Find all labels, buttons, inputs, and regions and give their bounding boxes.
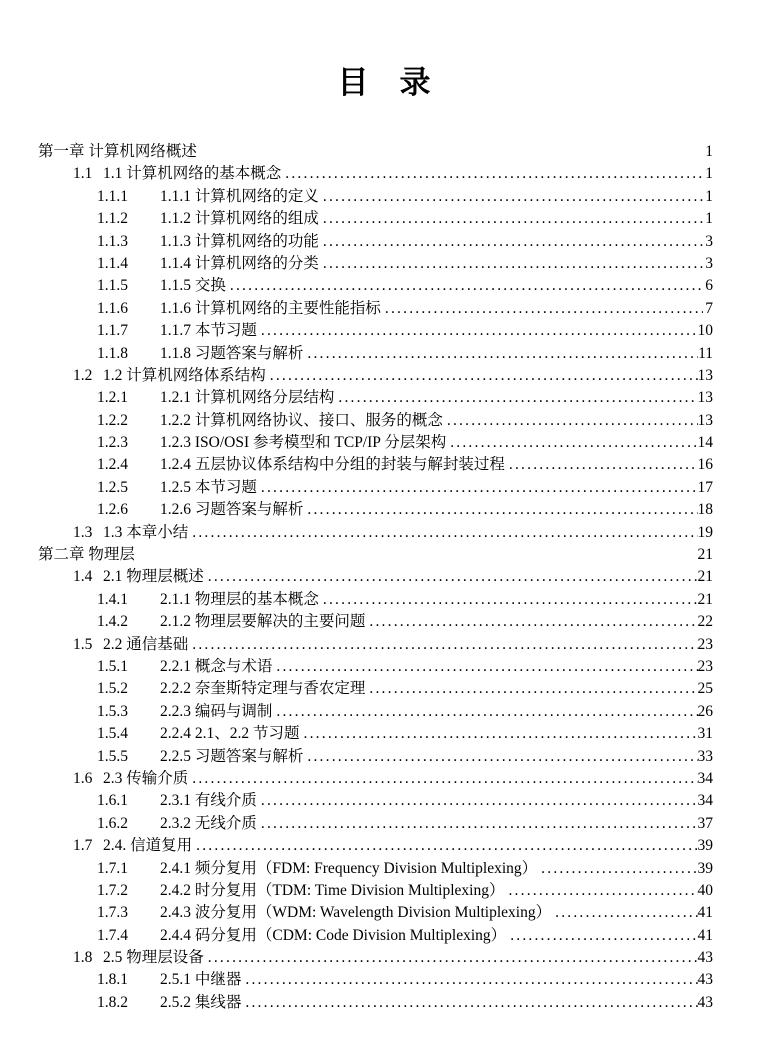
toc-entry xyxy=(0,746,713,768)
toc-entry-number: 1.1.7 xyxy=(97,322,128,340)
toc-entry-number: 1.5.1 xyxy=(97,657,128,675)
toc-entry-number: 1.5.5 xyxy=(97,747,128,765)
dot-leader xyxy=(257,813,698,835)
page-title: 目 录 xyxy=(337,65,431,100)
toc-entry-title: 2.1.2 物理层要解决的主要问题 xyxy=(160,613,366,631)
toc-entry xyxy=(0,522,713,544)
toc-entry xyxy=(0,992,713,1014)
toc-entry-title: 2.2.3 编码与调制 xyxy=(160,702,273,720)
toc-entry-page: 31 xyxy=(697,725,713,743)
toc-entry-title: 1.1.6 计算机网络的主要性能指标 xyxy=(160,299,381,317)
toc-entry xyxy=(0,275,713,297)
toc-entry-page: 6 xyxy=(705,277,713,295)
toc-entry xyxy=(0,925,713,947)
toc-entry-page: 1 xyxy=(705,143,713,160)
toc-entry-title: 1.1.7 本节习题 xyxy=(160,322,257,340)
toc-entry-number: 1.4.2 xyxy=(97,613,128,631)
toc-entry-page: 34 xyxy=(697,769,713,787)
dot-leader xyxy=(505,454,698,476)
dot-leader xyxy=(204,566,698,588)
toc-entry-page: 22 xyxy=(697,613,713,631)
dot-leader xyxy=(266,365,698,387)
toc-entry-title: 2.4.1 频分复用（FDM: Frequency Division Multiplexing） xyxy=(160,859,538,877)
toc-entry-number: 1.1.8 xyxy=(97,344,128,362)
dot-leader xyxy=(204,947,698,969)
toc-entry-title: 2.4.4 码分复用（CDM: Code Division Multiplexing） xyxy=(160,926,507,944)
toc-entry-number: 1.6.1 xyxy=(97,792,128,810)
toc-entry-title: 1.2.1 计算机网络分层结构 xyxy=(160,389,335,407)
toc-entry xyxy=(0,253,713,275)
toc-entry xyxy=(0,723,713,745)
dot-leader xyxy=(226,275,703,297)
toc-entry-title: 第一章 计算机网络概述 xyxy=(38,143,197,160)
dot-leader xyxy=(303,746,697,768)
toc-entry-title: 2.1 物理层概述 xyxy=(103,568,204,586)
dot-leader xyxy=(303,499,697,521)
toc-entry-page: 21 xyxy=(697,568,713,586)
toc-entry xyxy=(0,701,713,723)
toc-entry-title: 1.2.2 计算机网络协议、接口、服务的概念 xyxy=(160,411,443,429)
dot-leader xyxy=(319,589,698,611)
toc-entry-number: 1.8.1 xyxy=(97,971,128,989)
toc-entry-page: 43 xyxy=(697,993,713,1011)
toc-entry-title: 2.3.1 有线介质 xyxy=(160,792,257,810)
toc-entry-title: 2.2.5 习题答案与解析 xyxy=(160,747,304,765)
toc-entry xyxy=(0,589,713,611)
toc-entry-page: 10 xyxy=(697,322,713,340)
toc-entry-page: 13 xyxy=(697,411,713,429)
dot-leader xyxy=(504,880,697,902)
toc-entry-page: 3 xyxy=(705,232,713,250)
dot-leader xyxy=(241,992,697,1014)
toc-entry-number: 1.2.4 xyxy=(97,456,128,474)
toc-entry-number: 1.6.2 xyxy=(97,814,128,832)
toc-entry-number: 1.2.5 xyxy=(97,478,128,496)
dot-leader xyxy=(319,186,703,208)
toc-entry-title: 1.3 本章小结 xyxy=(103,523,189,541)
toc-entry-number: 1.5.4 xyxy=(97,725,128,743)
toc-entry-page: 23 xyxy=(697,657,713,675)
dot-leader xyxy=(381,298,703,320)
toc-entry-number: 1.7.4 xyxy=(97,926,128,944)
toc-entry-page: 34 xyxy=(697,792,713,810)
toc-entry xyxy=(0,454,713,476)
dot-leader xyxy=(537,858,697,880)
toc-entry xyxy=(0,432,713,454)
toc-entry-page: 43 xyxy=(697,949,713,967)
dot-leader xyxy=(281,163,703,185)
toc-entry xyxy=(0,298,713,320)
toc-entry-number: 1.8.2 xyxy=(97,993,128,1011)
toc-entry-title: 2.2 通信基础 xyxy=(103,635,189,653)
toc-entry-title: 1.1 计算机网络的基本概念 xyxy=(103,165,282,183)
toc-entry xyxy=(0,656,713,678)
toc-entry-page: 18 xyxy=(697,501,713,519)
toc-entry-page: 7 xyxy=(705,299,713,317)
toc-entry xyxy=(0,768,713,790)
toc-entry-title: 2.2.2 奈奎斯特定理与香农定理 xyxy=(160,680,366,698)
toc-entry xyxy=(0,231,713,253)
toc-entry-title: 1.1.2 计算机网络的组成 xyxy=(160,210,319,228)
toc-entry-title: 2.2.1 概念与术语 xyxy=(160,657,273,675)
toc-entry-title: 1.2.4 五层协议体系结构中分组的封装与解封装过程 xyxy=(160,456,505,474)
dot-leader xyxy=(188,522,697,544)
dot-leader xyxy=(192,835,697,857)
toc-entry xyxy=(0,813,713,835)
toc-entry xyxy=(0,141,713,163)
toc-entry-page: 41 xyxy=(697,904,713,922)
toc-entry-title: 1.2 计算机网络体系结构 xyxy=(103,366,266,384)
dot-leader xyxy=(188,768,697,790)
dot-leader xyxy=(319,253,703,275)
toc-entry xyxy=(0,387,713,409)
dot-leader xyxy=(319,208,703,230)
toc-entry-page: 33 xyxy=(697,747,713,765)
dot-leader xyxy=(551,902,697,924)
toc-entry-title: 2.1.1 物理层的基本概念 xyxy=(160,590,319,608)
toc-entry-number: 1.2.6 xyxy=(97,501,128,519)
toc-entry-number: 1.1 xyxy=(73,165,93,183)
toc-entry-title: 1.1.4 计算机网络的分类 xyxy=(160,254,319,272)
toc-entry-number: 1.4 xyxy=(73,568,93,586)
toc-entry-title: 1.1.1 计算机网络的定义 xyxy=(160,187,319,205)
toc-entry xyxy=(0,835,713,857)
toc-entry-page: 14 xyxy=(697,434,713,452)
toc-entry-number: 1.5.2 xyxy=(97,680,128,698)
toc-entry xyxy=(0,163,713,185)
toc-entry-page: 26 xyxy=(697,702,713,720)
toc-entry-page: 11 xyxy=(698,344,713,362)
dot-leader xyxy=(188,634,697,656)
toc-entry xyxy=(0,634,713,656)
dot-leader xyxy=(365,611,697,633)
toc-entry-page: 21 xyxy=(697,590,713,608)
toc-entry xyxy=(0,186,713,208)
toc-entry-number: 1.1.1 xyxy=(97,187,128,205)
toc-entry-title: 1.1.5 交换 xyxy=(160,277,226,295)
dot-leader xyxy=(241,969,697,991)
toc-entry-page: 25 xyxy=(697,680,713,698)
toc-entry-number: 1.7.3 xyxy=(97,904,128,922)
toc-entry-number: 1.1.2 xyxy=(97,210,128,228)
toc-entry-title: 2.3 传输介质 xyxy=(103,769,189,787)
dot-leader xyxy=(365,678,697,700)
toc-entry-number: 1.5 xyxy=(73,635,93,653)
dot-leader xyxy=(300,723,698,745)
toc-entry-number: 1.7 xyxy=(73,837,93,855)
dot-leader xyxy=(272,656,697,678)
toc-entry-title: 2.5.2 集线器 xyxy=(160,993,242,1011)
dot-leader xyxy=(257,320,698,342)
toc-entry xyxy=(0,566,713,588)
toc-entry-page: 16 xyxy=(697,456,713,474)
toc-entry xyxy=(0,611,713,633)
toc-entry-title: 1.2.3 ISO/OSI 参考模型和 TCP/IP 分层架构 xyxy=(160,434,447,452)
toc-entry xyxy=(0,969,713,991)
toc-entry-number: 1.1.6 xyxy=(97,299,128,317)
toc-entry-number: 1.6 xyxy=(73,769,93,787)
toc-entry-number: 1.1.4 xyxy=(97,254,128,272)
toc-entry-title: 1.1.8 习题答案与解析 xyxy=(160,344,304,362)
toc-entry xyxy=(0,410,713,432)
toc-entry-page: 41 xyxy=(697,926,713,944)
table-of-contents xyxy=(0,141,713,1014)
toc-entry xyxy=(0,343,713,365)
toc-entry-number: 1.1.3 xyxy=(97,232,128,250)
toc-entry-title: 1.2.5 本节习题 xyxy=(160,478,257,496)
dot-leader xyxy=(319,231,703,253)
toc-entry-title: 2.4.3 波分复用（WDM: Wavelength Division Multiplexing） xyxy=(160,904,552,922)
dot-leader xyxy=(257,790,698,812)
dot-leader xyxy=(443,410,698,432)
toc-entry-page: 21 xyxy=(697,546,713,564)
toc-entry xyxy=(0,477,713,499)
toc-entry-number: 1.5.3 xyxy=(97,702,128,720)
dot-leader xyxy=(506,925,697,947)
toc-entry xyxy=(0,858,713,880)
toc-entry xyxy=(0,678,713,700)
toc-entry-page: 17 xyxy=(697,478,713,496)
toc-entry-title: 第二章 物理层 xyxy=(38,546,135,564)
toc-entry-number: 1.7.2 xyxy=(97,881,128,899)
toc-entry-title: 1.1.3 计算机网络的功能 xyxy=(160,232,319,250)
toc-entry-title: 1.2.6 习题答案与解析 xyxy=(160,501,304,519)
dot-leader xyxy=(334,387,697,409)
toc-entry-title: 2.2.4 2.1、2.2 节习题 xyxy=(160,725,300,743)
toc-entry-number: 1.7.1 xyxy=(97,859,128,877)
toc-entry-number: 1.2 xyxy=(73,366,93,384)
dot-leader xyxy=(272,701,697,723)
toc-entry xyxy=(0,544,713,566)
toc-entry-number: 1.4.1 xyxy=(97,590,128,608)
toc-entry-page: 13 xyxy=(697,389,713,407)
toc-entry-number: 1.2.1 xyxy=(97,389,128,407)
toc-entry xyxy=(0,790,713,812)
toc-entry-number: 1.2.2 xyxy=(97,411,128,429)
toc-entry-title: 2.5 物理层设备 xyxy=(103,949,204,967)
toc-entry-title: 2.5.1 中继器 xyxy=(160,971,242,989)
toc-entry xyxy=(0,320,713,342)
toc-entry-number: 1.2.3 xyxy=(97,434,128,452)
toc-entry-page: 13 xyxy=(697,366,713,384)
toc-entry-page: 3 xyxy=(705,254,713,272)
toc-entry-title: 2.3.2 无线介质 xyxy=(160,814,257,832)
dot-leader xyxy=(446,432,697,454)
toc-entry-page: 19 xyxy=(697,523,713,541)
toc-entry-page: 1 xyxy=(705,165,713,183)
toc-entry xyxy=(0,365,713,387)
toc-entry-title: 2.4.2 时分复用（TDM: Time Division Multiplexing） xyxy=(160,881,505,899)
toc-entry-page: 37 xyxy=(697,814,713,832)
toc-entry-number: 1.1.5 xyxy=(97,277,128,295)
toc-entry-page: 1 xyxy=(705,187,713,205)
toc-entry-number: 1.3 xyxy=(73,523,93,541)
dot-leader xyxy=(257,477,698,499)
toc-entry-page: 23 xyxy=(697,635,713,653)
toc-entry xyxy=(0,208,713,230)
toc-entry-page: 40 xyxy=(697,881,713,899)
toc-entry-page: 43 xyxy=(697,971,713,989)
dot-leader xyxy=(303,343,698,365)
toc-entry-page: 39 xyxy=(697,859,713,877)
toc-entry xyxy=(0,880,713,902)
toc-entry-title: 2.4. 信道复用 xyxy=(103,837,193,855)
toc-entry xyxy=(0,947,713,969)
toc-entry-page: 39 xyxy=(697,837,713,855)
toc-entry xyxy=(0,902,713,924)
toc-entry-page: 1 xyxy=(705,210,713,228)
toc-entry xyxy=(0,499,713,521)
toc-entry-number: 1.8 xyxy=(73,949,93,967)
